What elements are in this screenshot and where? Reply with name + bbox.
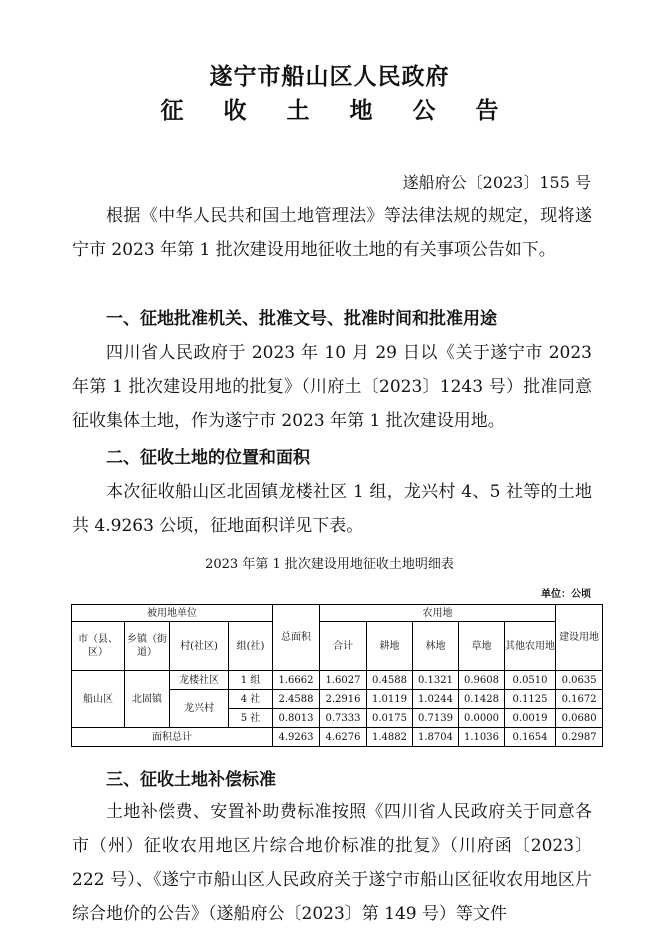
intro-paragraph: 根据《中华人民共和国土地管理法》等法律法规的规定，现将遂宁市 2023 年第 1 批次建设用地征收土地的有关事项公告如下。 <box>72 206 592 260</box>
cell-group: 4 社 <box>229 690 273 709</box>
table-header-row <box>72 605 603 622</box>
cell-total: 0.8013 <box>273 709 320 728</box>
cell-sum: 1.6027 <box>320 671 367 690</box>
header-construction: 建设用地 <box>556 605 603 671</box>
header-farm-group: 农用地 <box>320 605 556 622</box>
table-subheader-row <box>72 622 603 671</box>
cell-grass: 0.1428 <box>459 690 505 709</box>
cell-grass: 1.1036 <box>459 728 505 747</box>
cell-town: 北固镇 <box>125 671 170 728</box>
header-cultivated: 耕地 <box>367 622 413 671</box>
header-town: 乡镇（街道） <box>125 622 170 671</box>
header-sum: 合计 <box>320 622 367 671</box>
cell-total: 2.4588 <box>273 690 320 709</box>
cell-other: 0.1654 <box>505 728 556 747</box>
cell-group: 1 组 <box>229 671 273 690</box>
cell-county: 船山区 <box>72 671 125 728</box>
cell-other: 0.0019 <box>505 709 556 728</box>
cell-cultivated: 0.4588 <box>367 671 413 690</box>
cell-cultivated: 0.0175 <box>367 709 413 728</box>
table-total-row <box>72 728 603 747</box>
cell-forest: 1.0244 <box>413 690 459 709</box>
document-number: 遂船府公〔2023〕155 号 <box>402 173 591 192</box>
section3-heading: 三、征收土地补偿标准 <box>106 770 276 790</box>
table-unit: 单位：公顷 <box>541 589 591 600</box>
cell-construction: 0.0635 <box>556 671 603 690</box>
section1-body: 四川省人民政府于 2023 年 10 月 29 日以《关于遂宁市 2023 年第 1 批次建设用地的批复》（川府土〔2023〕1243 号）批准同意征收集体土地，作为遂宁市 2023 年第 1 批次建设用地。 <box>72 343 592 431</box>
cell-construction: 0.2987 <box>556 728 603 747</box>
cell-total: 4.9263 <box>273 728 320 747</box>
header-forest: 林地 <box>413 622 459 671</box>
cell-total: 1.6662 <box>273 671 320 690</box>
notice-title <box>0 92 659 125</box>
header-total: 总面积 <box>273 605 320 671</box>
cell-other: 0.0510 <box>505 671 556 690</box>
section2-heading: 二、征收土地的位置和面积 <box>106 448 310 468</box>
cell-other: 0.1125 <box>505 690 556 709</box>
notice-title-char: 地 <box>349 97 373 124</box>
header-group: 组(社) <box>229 622 273 671</box>
section1-heading: 一、征地批准机关、批准文号、批准时间和批准用途 <box>106 309 497 329</box>
cell-grass: 0.9608 <box>459 671 505 690</box>
header-grass: 草地 <box>459 622 505 671</box>
government-title: 遂宁市船山区人民政府 <box>209 63 450 90</box>
section3-body: 土地补偿费、安置补助费标准按照《四川省人民政府关于同意各市（州）征收农用地区片综合地价标准的批复》（川府函〔2023〕222 号）、《遂宁市船山区人民政府关于遂宁市船山区征收农用地区片综合地价的公告》（遂船府公〔2023〕第 149 号）等文件 <box>72 802 592 924</box>
cell-sum: 4.6276 <box>320 728 367 747</box>
table-row <box>72 671 603 690</box>
cell-sum: 0.7333 <box>320 709 367 728</box>
cell-forest: 1.8704 <box>413 728 459 747</box>
table-caption: 2023 年第 1 批次建设用地征收土地明细表 <box>205 557 454 572</box>
notice-title-char: 征 <box>160 97 184 124</box>
cell-forest: 0.7139 <box>413 709 459 728</box>
header-village: 村(社区) <box>170 622 229 671</box>
cell-village: 龙兴村 <box>170 690 229 728</box>
cell-sum: 2.2916 <box>320 690 367 709</box>
notice-title-char: 公 <box>412 97 436 124</box>
land-detail-table <box>71 604 603 747</box>
cell-grass: 0.0000 <box>459 709 505 728</box>
notice-title-char: 收 <box>223 97 247 124</box>
section2-body: 本次征收船山区北固镇龙楼社区 1 组，龙兴村 4、5 社等的土地共 4.9263 公顷，征地面积详见下表。 <box>72 482 592 536</box>
header-owner-group: 被用地单位 <box>72 605 273 622</box>
cell-village: 龙楼社区 <box>170 671 229 690</box>
cell-cultivated: 1.0119 <box>367 690 413 709</box>
cell-total-label: 面积总计 <box>72 728 273 747</box>
cell-cultivated: 1.4882 <box>367 728 413 747</box>
cell-construction: 0.0680 <box>556 709 603 728</box>
notice-title-char: 土 <box>286 97 310 124</box>
cell-construction: 0.1672 <box>556 690 603 709</box>
notice-title-char: 告 <box>475 97 499 124</box>
header-other: 其他农用地 <box>505 622 556 671</box>
cell-group: 5 社 <box>229 709 273 728</box>
cell-forest: 0.1321 <box>413 671 459 690</box>
header-county: 市（县、区） <box>72 622 125 671</box>
